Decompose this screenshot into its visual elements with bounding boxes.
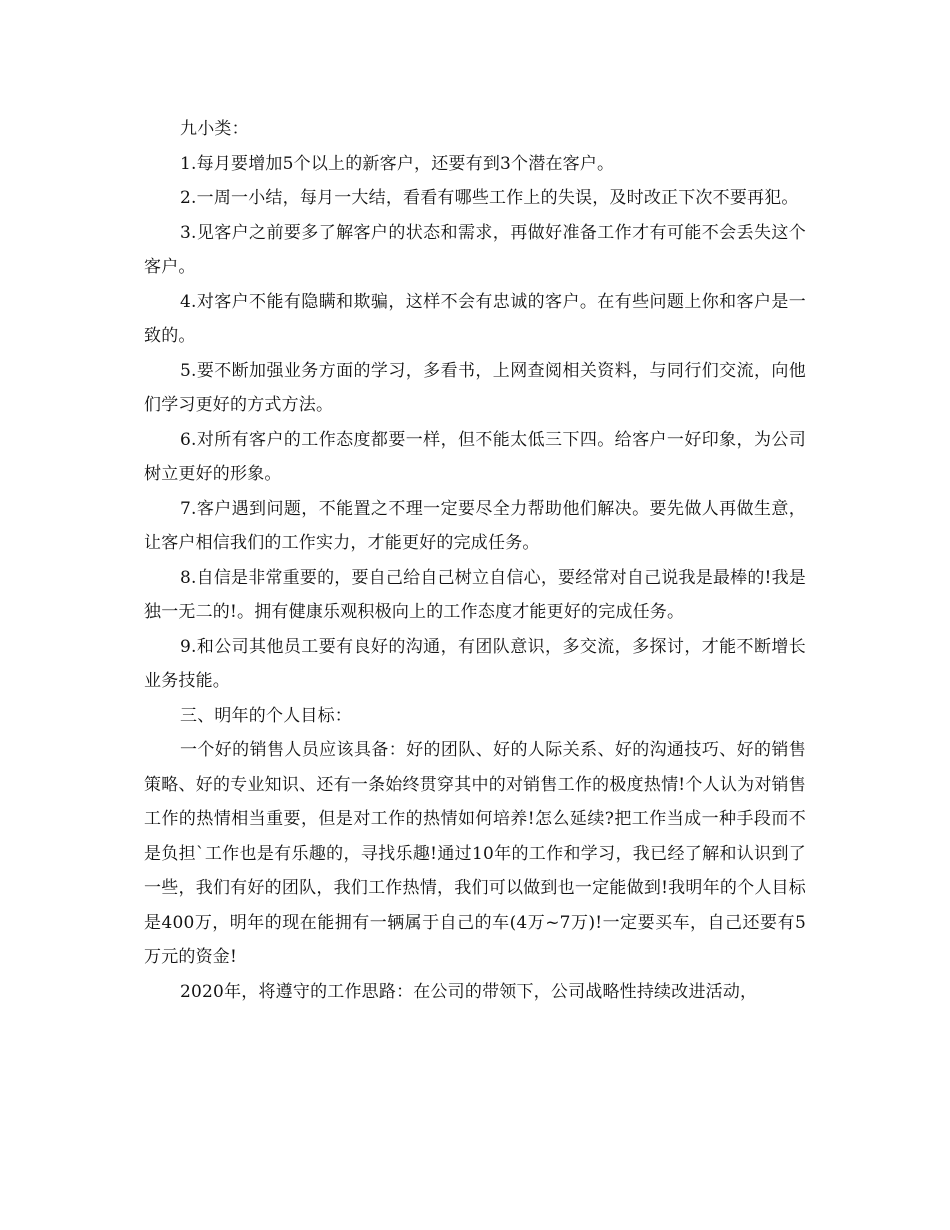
paragraph-heading-nine-categories: 九小类： — [180, 119, 249, 139]
paragraph-sales-goals: 一个好的销售人员应该具备：好的团队、好的人际关系、好的沟通技巧、好的销售策略、好的专业知识、还有一条始终贯穿其中的对销售工作的极度热情!个人认为对销售工作的热情相当重要，但是对工作的热情如何培养!怎么延续?把工作当成一种手段而不是负担`工作也是有乐趣的，寻找乐趣!通过10年的工作和学习，我已经了解和认识到了一些，我们有好的团队，我们工作热情，我们可以做到也一定能做到!我明年的个人目标是400万，明年的现在能拥有一辆属于自己的车(4万~7万)!一定要买车，自己还要有5万元的资金! — [144, 740, 806, 967]
paragraph-item-9: 9.和公司其他员工要有良好的沟通，有团队意识，多交流，多探讨，才能不断增长业务技能。 — [144, 636, 806, 691]
paragraph-item-5: 5.要不断加强业务方面的学习，多看书，上网查阅相关资料，与同行们交流，向他们学习更好的方式方法。 — [144, 360, 806, 415]
paragraph-item-6: 6.对所有客户的工作态度都要一样，但不能太低三下四。给客户一好印象，为公司树立更好的形象。 — [144, 429, 806, 484]
section-heading-next-year-goals: 三、明年的个人目标： — [180, 705, 352, 726]
paragraph-item-4: 4.对客户不能有隐瞒和欺骗，这样不会有忠诚的客户。在有些问题上你和客户是一致的。 — [144, 291, 806, 346]
paragraph-item-7: 7.客户遇到问题，不能置之不理一定要尽全力帮助他们解决。要先做人再做生意，让客户相信我们的工作实力，才能更好的完成任务。 — [144, 498, 806, 553]
paragraph-item-2: 2.一周一小结，每月一大结，看看有哪些工作上的失误，及时改正下次不要再犯。 — [180, 188, 799, 208]
paragraph-work-plan-2020: 2020年，将遵守的工作思路：在公司的带领下，公司战略性持续改进活动， — [180, 981, 758, 1002]
paragraph-item-8: 8.自信是非常重要的，要自己给自己树立自信心，要经常对自己说我是最棒的!我是独一无二的!。拥有健康乐观积极向上的工作态度才能更好的完成任务。 — [144, 567, 806, 622]
paragraph-item-1: 1.每月要增加5个以上的新客户，还要有到3个潜在客户。 — [180, 153, 615, 174]
document-body — [144, 112, 806, 1009]
paragraph-item-3: 3.见客户之前要多了解客户的状态和需求，再做好准备工作才有可能不会丢失这个客户。 — [144, 222, 806, 277]
